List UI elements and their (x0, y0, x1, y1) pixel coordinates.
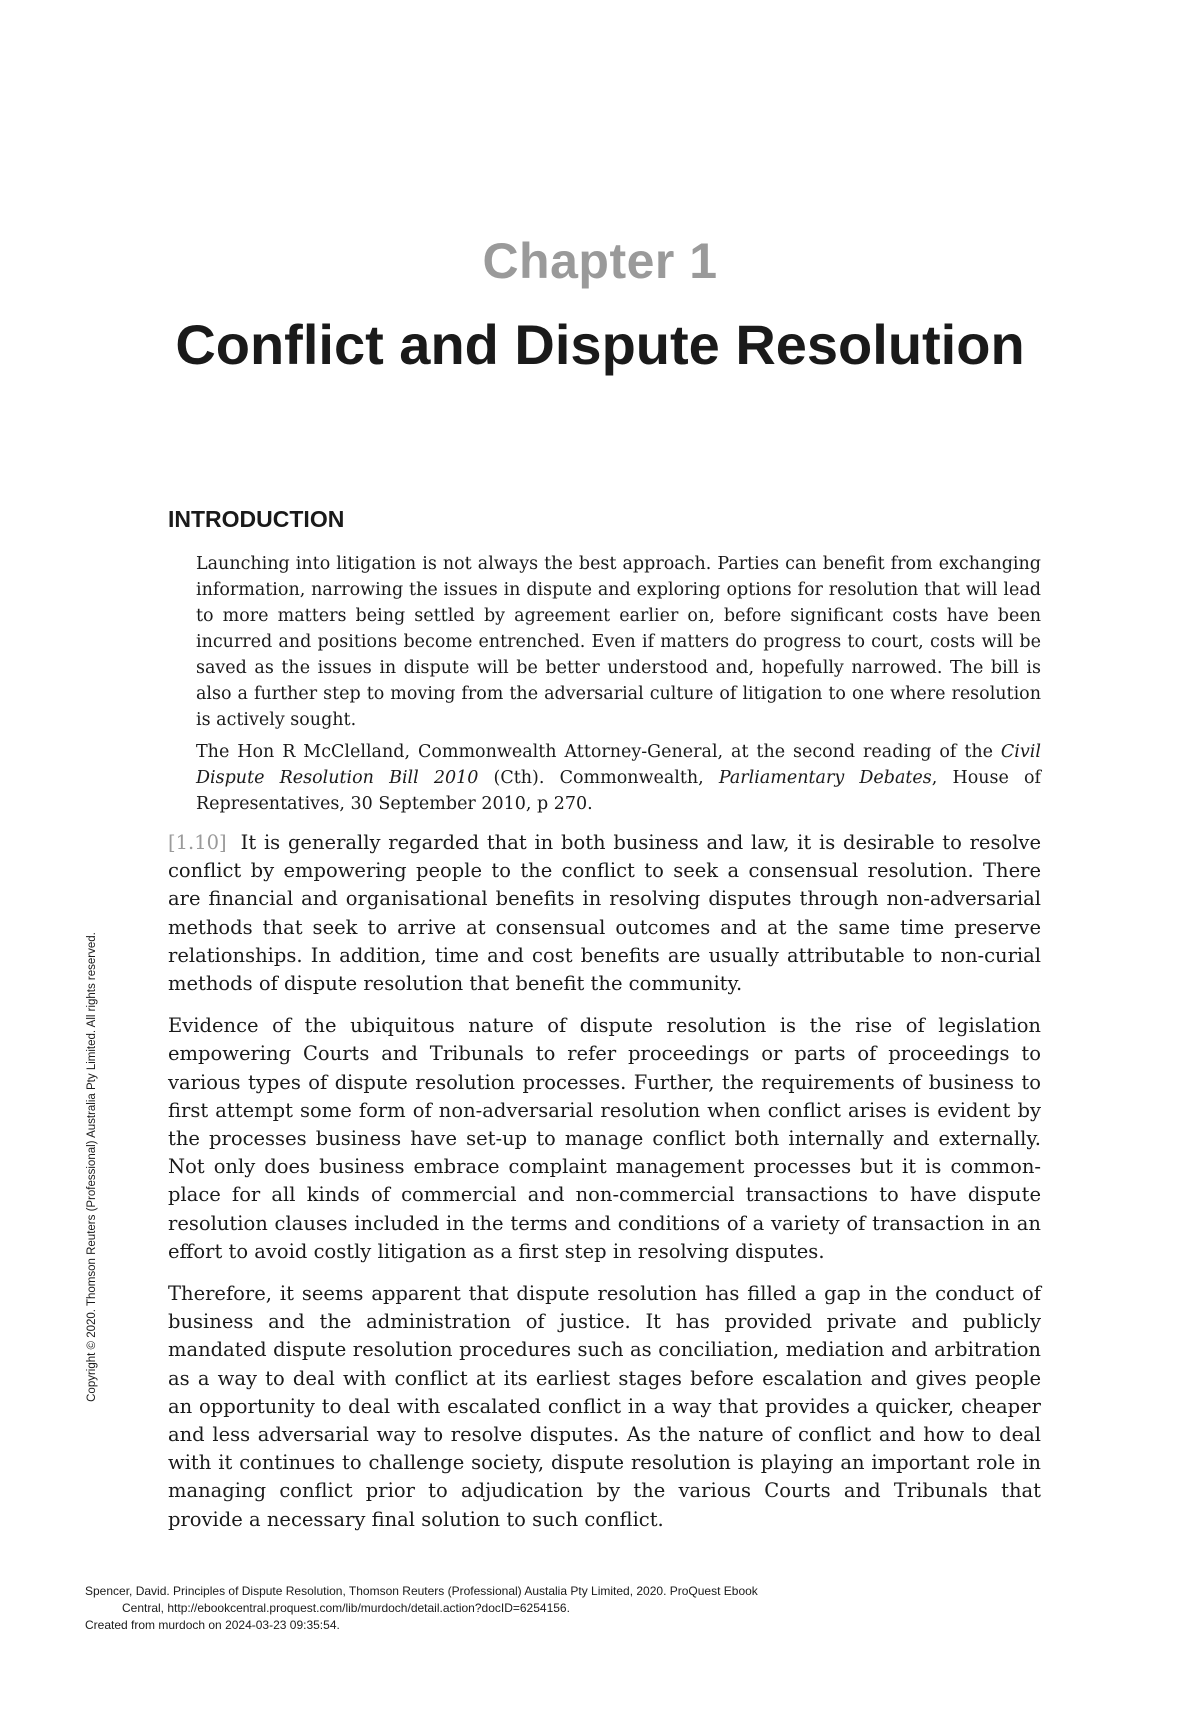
body-text (168, 829, 1041, 1548)
copyright-text: Copyright © 2020. Thomson Reuters (Professional) Australia Pty Limited. All rights reserved. (86, 932, 98, 1402)
paragraph-text: It is generally regarded that in both business and law, it is desirable to resolve conflict by empowering people to the conflict to seek a consensual resolution. There are financial and organisational benefits in resolving disputes through non-adversarial methods that seek to arrive at consensual outcomes and at the same time preserve relationships. In addition, time and cost benefits are usually attributable to non-curial methods of dispute resolution that benefit the community. (168, 831, 1041, 996)
citation-footer (85, 1583, 1135, 1634)
quote-attribution (196, 739, 1041, 817)
chapter-number: Chapter 1 (482, 233, 718, 289)
footer-line: Central, http://ebookcentral.proquest.com/lib/murdoch/detail.action?docID=6254156. (122, 1601, 570, 1615)
paragraph: Therefore, it seems apparent that dispute resolution has filled a gap in the conduct of business and the administration of justice. It has provided private and publicly mandated dispute resolution procedures such as conciliation, mediation and arbitration as a way to deal with conflict at its earliest stages before escalation and gives people an opportunity to deal with escalated conflict in a way that provides a quicker, cheaper and less adversarial way to resolve disputes. As the nature of conflict and how to deal with it continues to challenge society, dispute resolution is playing an important role in managing conflict prior to adjudication by the various Courts and Tribunals that provide a necessary final solution to such conflict. (168, 1282, 1041, 1531)
paragraph-1-10 (168, 829, 1041, 998)
footer-line: Created from murdoch on 2024-03-23 09:35:54. (85, 1618, 340, 1632)
attribution-part-3: , House of Representatives, 30 September 2010, p 270. (196, 768, 1042, 814)
paragraph: Evidence of the ubiquitous nature of dispute resolution is the rise of legislation empowering Courts and Tribunals to refer proceedings or parts of proceedings to various types of dispute resolution processes. Further, the requirements of business to first attempt some form of non-adversarial resolution when conflict arises is evident by the processes business have set-up to manage conflict both internally and externally. Not only does business embrace complaint management processes but it is common-place for all kinds of commercial and non-commercial transactions to have dispute resolution clauses included in the terms and conditions of a variety of transaction in an effort to avoid costly litigation as a first step in resolving disputes. (168, 1014, 1041, 1263)
attribution-bill-title: Civil Dispute Resolution Bill 2010 (196, 742, 1041, 788)
footer-line: Spencer, David. Principles of Dispute Resolution, Thomson Reuters (Professional) Austalia Pty Limited, 2020. ProQuest Ebook (85, 1584, 758, 1598)
paragraph-number: [1.10] (168, 831, 227, 854)
attribution-part-1: The Hon R McClelland, Commonwealth Attorney-General, at the second reading of the (196, 742, 1001, 762)
chapter-title: Conflict and Dispute Resolution (175, 313, 1025, 376)
attribution-part-2: (Cth). Commonwealth, (478, 768, 719, 788)
quote-text: Launching into litigation is not always the best approach. Parties can benefit from exchanging information, narrowing the issues in dispute and exploring options for resolution that will lead to more matters being settled by agreement earlier on, before significant costs have been incurred and positions become entrenched. Even if matters do progress to court, costs will be saved as the issues in dispute will be better understood and, hopefully narrowed. The bill is also a further step to moving from the adversarial culture of litigation to one where resolution is actively sought. (196, 554, 1041, 730)
epigraph-quote (196, 551, 1041, 823)
attribution-debates-title: Parliamentary Debates (718, 768, 932, 788)
section-heading: INTRODUCTION (168, 506, 345, 532)
